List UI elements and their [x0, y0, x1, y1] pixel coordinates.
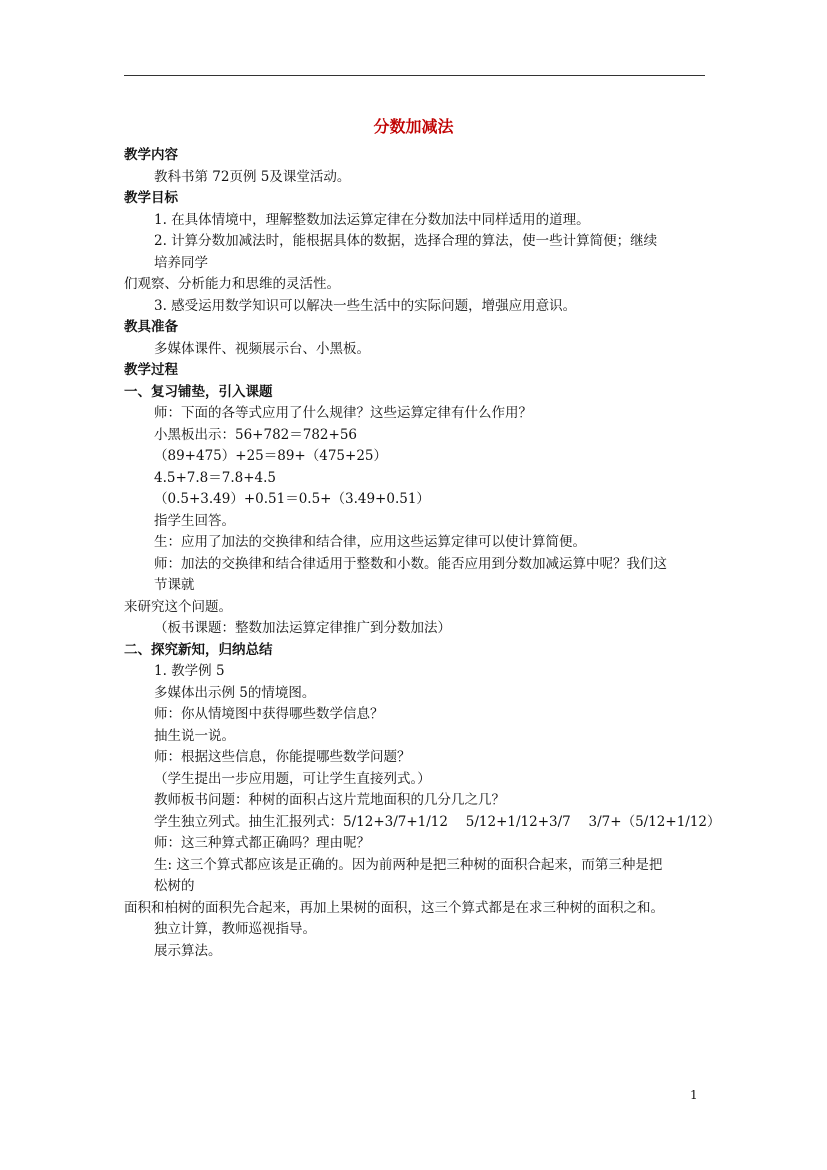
text-line: （0.5+3.49）+0.51＝0.5+（3.49+0.51）: [154, 491, 430, 507]
text-line: 教科书第 72页例 5及课堂活动。: [154, 168, 351, 185]
text-line: （学生提出一步应用题，可让学生直接列式。）: [154, 770, 431, 787]
section-heading: 一、复习铺垫，引入课题: [124, 383, 273, 400]
text-line: 1. 在具体情境中，理解整数加法运算定律在分数加法中同样适用的道理。: [154, 211, 590, 228]
text-line: 节课就: [154, 577, 195, 593]
text-line: （板书课题：整数加法运算定律推广到分数加法）: [154, 620, 451, 636]
text-line: 2. 计算分数加减法时，能根据具体的数据，选择合理的算法，使一些计算简便；继续: [154, 233, 658, 249]
text-line: 4.5+7.8＝7.8+4.5: [154, 469, 277, 486]
text-line: 培养同学: [154, 254, 208, 271]
section-heading: 教学过程: [124, 362, 178, 378]
text-line: 抽生说一说。: [154, 727, 235, 744]
text-line: 师：你从情境图中获得哪些数学信息？: [154, 706, 384, 722]
text-line: 们观察、分析能力和思维的灵活性。: [124, 276, 340, 292]
text-line: 来研究这个问题。: [124, 598, 232, 615]
section-heading: 教学内容: [124, 147, 178, 163]
text-line: 松树的: [154, 878, 195, 894]
text-line: 小黑板出示：56+782＝782+56: [154, 426, 358, 443]
section-heading: 教具准备: [124, 319, 178, 335]
section-heading: 二、探究新知，归纳总结: [124, 641, 273, 658]
text-line: 面积和柏树的面积先合起来，再加上果树的面积，这三个算式都是在求三种树的面积之和。: [124, 899, 664, 916]
text-line: （89+475）+25＝89+（475+25）: [154, 448, 387, 464]
text-line: 师：下面的各等式应用了什么规律？这些运算定律有什么作用？: [154, 405, 532, 421]
text-line: 师：加法的交换律和结合律适用于整数和小数。能否应用到分数加减运算中呢？我们这: [154, 555, 667, 572]
text-line: 3. 感受运用数学知识可以解决一些生活中的实际问题，增强应用意识。: [154, 297, 577, 314]
text-line: 师：这三种算式都正确吗？理由呢？: [154, 835, 370, 851]
header-rule: [124, 75, 705, 76]
text-line: 生: 这三个算式都应该是正确的。因为前两种是把三种树的面积合起来，而第三种是把: [154, 856, 663, 873]
text-line: 教师板书问题：种树的面积占这片荒地面积的几分几之几？: [154, 792, 505, 808]
text-line: 多媒体课件、视频展示台、小黑板。: [154, 340, 370, 357]
text-line: 展示算法。: [154, 942, 222, 959]
text-line: 学生独立列式。抽生汇报列式：5/12+3/7+1/12 5/12+1/12+3/7 3/7+（5/12+1/12）: [154, 813, 721, 830]
page-title: 分数加减法: [373, 117, 454, 136]
text-line: 生：应用了加法的交换律和结合律，应用这些运算定律可以使计算简便。: [154, 534, 586, 550]
text-line: 独立计算，教师巡视指导。: [154, 921, 316, 937]
section-heading: 教学目标: [124, 190, 178, 206]
text-line: 指学生回答。: [154, 512, 235, 529]
text-line: 1. 教学例 5: [154, 663, 225, 679]
text-line: 多媒体出示例 5的情境图。: [154, 684, 316, 701]
page-number: 1: [690, 1088, 698, 1102]
text-line: 师：根据这些信息，你能提哪些数学问题？: [154, 749, 411, 765]
